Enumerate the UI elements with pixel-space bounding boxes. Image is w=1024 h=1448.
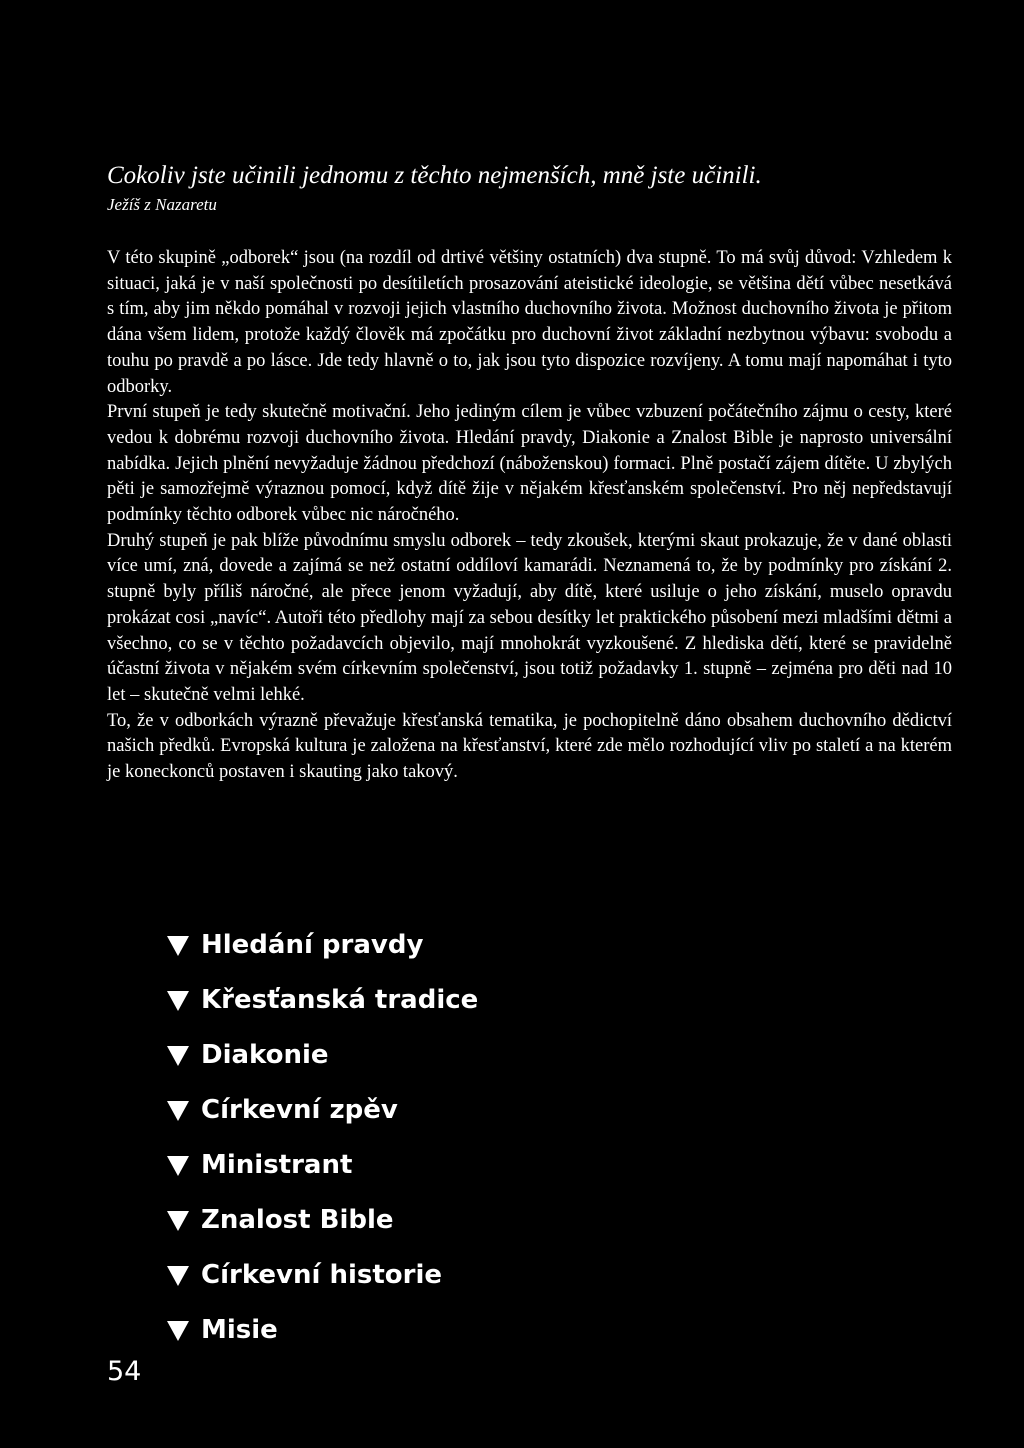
list-item xyxy=(167,1193,478,1248)
list-item xyxy=(167,1138,478,1193)
body-text xyxy=(107,246,952,786)
triangle-down-icon xyxy=(167,1211,189,1231)
badge-list xyxy=(167,918,478,1358)
badge-label: Církevní zpěv xyxy=(201,1095,398,1125)
list-item xyxy=(167,1248,478,1303)
paragraph: Druhý stupeň je pak blíže původnímu smyslu odborek – tedy zkoušek, kterými skaut prokazuje, že v dané oblasti více umí, zná, dovede a zajímá se než ostatní oddíloví kamarádi. Neznamená to, že by podmínky pro získání 2. stupně byly příliš náročné, ale přece jenom vyžadují, aby dítě, které usiluje o jeho získání, muselo opravdu prokázat cosi „navíc“. Autoři této předlohy mají za sebou desítky let praktického působení mezi mladšími dětmi a všechno, co se v těchto požadavcích objevilo, mají mnohokrát vyzkoušené. Z hlediska dětí, které se pravidelně účastní života v nějakém svém církevním společenství, jsou totiž požadavky 1. stupně – zejména pro děti nad 10 let – skutečně velmi lehké. xyxy=(107,530,952,705)
triangle-down-icon xyxy=(167,991,189,1011)
triangle-down-icon xyxy=(167,1046,189,1066)
triangle-down-icon xyxy=(167,936,189,956)
badge-label: Znalost Bible xyxy=(201,1205,394,1235)
epigraph-author: Ježíš z Nazaretu xyxy=(107,195,217,214)
badge-label: Diakonie xyxy=(201,1040,329,1070)
page-number: 54 xyxy=(107,1356,142,1387)
paragraph: První stupeň je tedy skutečně motivační. Jeho jediným cílem je vůbec vzbuzení počátečního zájmu o cesty, které vedou k dobrému rozvoji duchovního života. Hledání pravdy, Diakonie a Znalost Bible je naprosto universální nabídka. Jejich plnění nevyžaduje žádnou předchozí (náboženskou) formaci. Plně postačí zájem dítěte. U zbylých pěti je samozřejmě výraznou pomocí, když dítě žije v nějakém křesťanském společenství. Pro něj nepředstavují podmínky těchto odborek vůbec nic náročného. xyxy=(107,402,952,526)
badge-label: Misie xyxy=(201,1315,278,1345)
badge-label: Ministrant xyxy=(201,1150,353,1180)
badge-label: Křesťanská tradice xyxy=(201,985,479,1015)
paragraph: V této skupině „odborek“ jsou (na rozdíl od drtivé většiny ostatních) dva stupně. To má svůj důvod: Vzhledem k situaci, jaká je v naší společnosti po desítiletích prosazování ateistické ideologie, se většina dětí vůbec nesetkává s tím, aby jim někdo pomáhal v rozvoji jejich vlastního duchovního života. Možnost duchovního života je přitom dána všem lidem, protože každý člověk má zpočátku pro duchovní život základní nezbytnou výbavu: svobodu a touhu po pravdě a po lásce. Jde tedy hlavně o to, jak jsou tyto dispozice rozvíjeny. A tomu mají napomáhat i tyto odborky. xyxy=(107,248,952,397)
triangle-down-icon xyxy=(167,1266,189,1286)
list-item xyxy=(167,1028,478,1083)
triangle-down-icon xyxy=(167,1156,189,1176)
list-item xyxy=(167,1083,478,1138)
list-item xyxy=(167,1303,478,1358)
list-item xyxy=(167,973,478,1028)
triangle-down-icon xyxy=(167,1321,189,1341)
triangle-down-icon xyxy=(167,1101,189,1121)
badge-label: Církevní historie xyxy=(201,1260,443,1290)
badge-label: Hledání pravdy xyxy=(201,930,424,960)
list-item xyxy=(167,918,478,973)
paragraph: To, že v odborkách výrazně převažuje křesťanská tematika, je pochopitelně dáno obsahem duchovního dědictví našich předků. Evropská kultura je založena na křesťanství, které zde mělo rozhodující vliv po staletí a na kterém je koneckonců postaven i skauting jako takový. xyxy=(107,710,952,783)
epigraph xyxy=(107,160,967,216)
epigraph-quote: Cokoliv jste učinili jednomu z těchto nejmenších, mně jste učinili. xyxy=(107,162,762,189)
